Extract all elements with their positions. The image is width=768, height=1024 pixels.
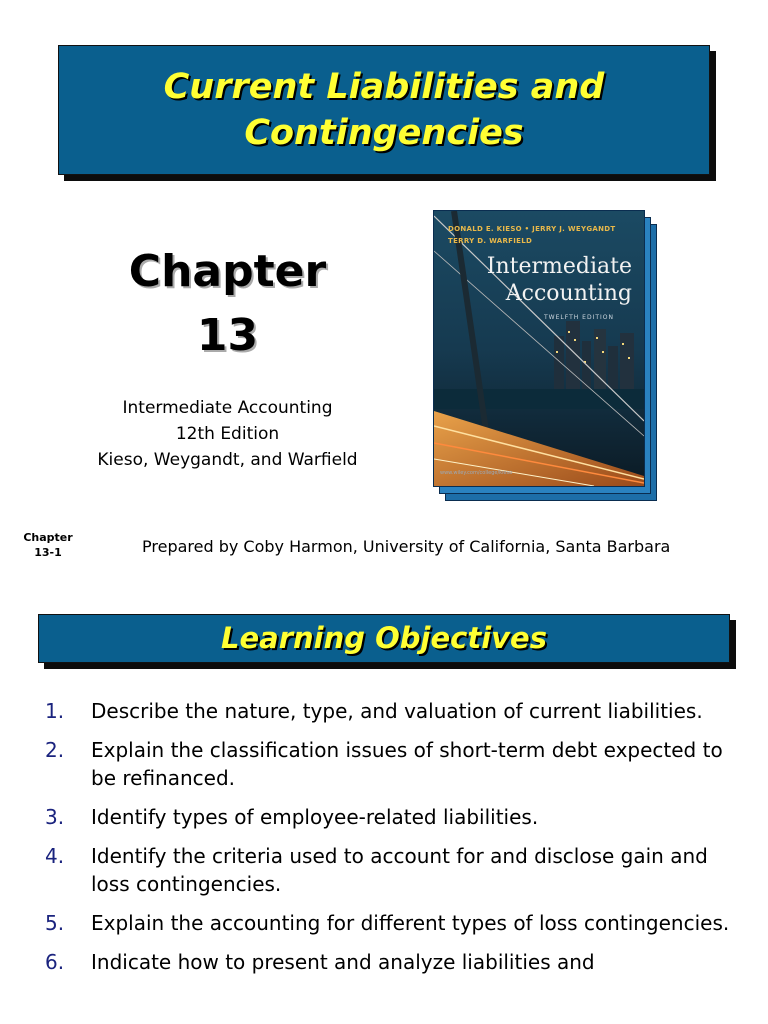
cover-authors-line1: DONALD E. KIESO • JERRY J. WEYGANDT <box>448 225 616 233</box>
book-cover-image <box>433 210 655 502</box>
cover-url: www.wiley.com/college/kieso <box>440 470 513 476</box>
book-edition: 12th Edition <box>175 424 280 444</box>
slide-title <box>59 46 709 156</box>
objective-text: Identify types of employee-related liabilities. <box>91 805 539 829</box>
slide-title-line2: Contingencies <box>244 113 524 153</box>
objective-item <box>45 948 745 976</box>
objective-number: 5. <box>45 911 65 935</box>
objective-item <box>45 842 745 898</box>
objective-text: Indicate how to present and analyze liabilities and <box>91 950 595 974</box>
objectives-banner <box>38 614 730 663</box>
cover-authors-line2: TERRY D. WARFIELD <box>448 237 533 245</box>
slide-number-value: 13-1 <box>34 546 62 559</box>
cover-authors <box>448 223 615 247</box>
cover-title-line1: Intermediate <box>486 254 632 279</box>
slide-title-line1: Current Liabilities and <box>163 67 605 107</box>
objectives-title: Learning Objectives <box>221 621 547 655</box>
objective-text: Identify the criteria used to account for and disclose gain and loss contingencies. <box>91 844 708 896</box>
book-title: Intermediate Accounting <box>122 398 333 418</box>
book-authors: Kieso, Weygandt, and Warfield <box>97 450 358 470</box>
objectives-list <box>45 697 745 987</box>
objective-number: 2. <box>45 738 65 762</box>
objective-number: 3. <box>45 805 65 829</box>
book-info <box>40 395 415 473</box>
prepared-by-credit: Prepared by Coby Harmon, University of California, Santa Barbara <box>142 537 671 556</box>
chapter-label: Chapter <box>128 246 327 297</box>
objective-item <box>45 697 745 725</box>
cover-title-line2: Accounting <box>505 281 632 306</box>
objective-text: Describe the nature, type, and valuation of current liabilities. <box>91 699 703 723</box>
objective-text: Explain the accounting for different types of loss contingencies. <box>91 911 730 935</box>
slide-title-banner <box>58 45 710 175</box>
chapter-number: 13 <box>196 310 259 361</box>
objective-number: 1. <box>45 699 65 723</box>
slide-number-label: Chapter <box>23 531 73 544</box>
objective-item <box>45 736 745 792</box>
objective-item <box>45 803 745 831</box>
cover-edition: TWELFTH EDITION <box>544 314 614 321</box>
slide-number <box>18 530 78 560</box>
chapter-heading <box>120 240 335 368</box>
book-cover <box>433 210 645 487</box>
objective-number: 4. <box>45 844 65 868</box>
objective-text: Explain the classification issues of short-term debt expected to be refinanced. <box>91 738 723 790</box>
objective-item <box>45 909 745 937</box>
cover-title <box>434 253 644 307</box>
objective-number: 6. <box>45 950 65 974</box>
